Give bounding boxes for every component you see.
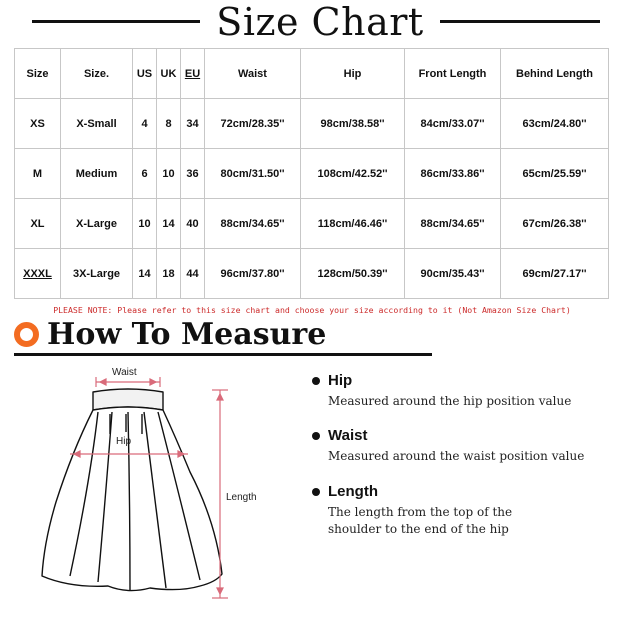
how-to-measure-rule bbox=[14, 353, 432, 356]
table-cell: 80cm/31.50'' bbox=[205, 149, 301, 199]
table-cell: 63cm/24.80'' bbox=[501, 99, 609, 149]
header-eu: EU bbox=[181, 49, 205, 99]
table-cell: 96cm/37.80'' bbox=[205, 249, 301, 299]
table-cell: 6 bbox=[133, 149, 157, 199]
table-cell: 72cm/28.35'' bbox=[205, 99, 301, 149]
bullet-icon bbox=[312, 432, 320, 440]
header-front-length: Front Length bbox=[405, 49, 501, 99]
diagram-length-label: Length bbox=[226, 492, 257, 503]
table-cell: XXXL bbox=[15, 249, 61, 299]
table-cell: 3X-Large bbox=[61, 249, 133, 299]
table-cell: 118cm/46.46'' bbox=[301, 199, 405, 249]
table-cell: M bbox=[15, 149, 61, 199]
header-hip: Hip bbox=[301, 49, 405, 99]
table-cell: 108cm/42.52'' bbox=[301, 149, 405, 199]
table-cell: 88cm/34.65'' bbox=[405, 199, 501, 249]
measure-item-hip bbox=[312, 372, 612, 410]
size-note: PLEASE NOTE: Please refer to this size chart and choose your size according to it (Not Amazon Size Chart) bbox=[53, 305, 571, 315]
title-row bbox=[0, 0, 624, 46]
table-cell: 67cm/26.38'' bbox=[501, 199, 609, 249]
table-cell: 40 bbox=[181, 199, 205, 249]
measure-description: Measured around the hip position value bbox=[328, 394, 572, 408]
table-cell: 10 bbox=[157, 149, 181, 199]
measure-term: Waist bbox=[328, 427, 368, 444]
measure-term: Length bbox=[328, 483, 378, 500]
header-behind-length: Behind Length bbox=[501, 49, 609, 99]
bullet-icon bbox=[312, 488, 320, 496]
table-cell: 90cm/35.43'' bbox=[405, 249, 501, 299]
table-cell: 36 bbox=[181, 149, 205, 199]
table-cell: 128cm/50.39'' bbox=[301, 249, 405, 299]
table-cell: X-Small bbox=[61, 99, 133, 149]
table-cell: 65cm/25.59'' bbox=[501, 149, 609, 199]
table-cell: XL bbox=[15, 199, 61, 249]
table-cell: 69cm/27.17'' bbox=[501, 249, 609, 299]
size-table bbox=[14, 48, 609, 299]
header-waist: Waist bbox=[205, 49, 301, 99]
table-cell: X-Large bbox=[61, 199, 133, 249]
table-cell: Medium bbox=[61, 149, 133, 199]
title-rule-right bbox=[440, 20, 600, 23]
measure-term: Hip bbox=[328, 372, 353, 389]
measure-item-waist bbox=[312, 427, 612, 465]
table-cell: 10 bbox=[133, 199, 157, 249]
table-row bbox=[15, 99, 609, 149]
header-size-name: Size. bbox=[61, 49, 133, 99]
table-cell: 8 bbox=[157, 99, 181, 149]
bullet-icon bbox=[312, 377, 320, 385]
table-cell: 18 bbox=[157, 249, 181, 299]
measure-description: The length from the top of the shoulder to the end of the hip bbox=[328, 505, 513, 536]
table-cell: 98cm/38.58'' bbox=[301, 99, 405, 149]
table-cell: 14 bbox=[157, 199, 181, 249]
table-header-row bbox=[15, 49, 609, 99]
table-cell: 34 bbox=[181, 99, 205, 149]
title-rule-left bbox=[32, 20, 200, 23]
table-cell: 44 bbox=[181, 249, 205, 299]
diagram-waist-label: Waist bbox=[112, 367, 137, 378]
orange-circle-icon bbox=[14, 322, 39, 347]
header-size: Size bbox=[15, 49, 61, 99]
table-cell: XS bbox=[15, 99, 61, 149]
table-cell: 86cm/33.86'' bbox=[405, 149, 501, 199]
table-cell: 84cm/33.07'' bbox=[405, 99, 501, 149]
header-uk: UK bbox=[157, 49, 181, 99]
diagram-hip-label: Hip bbox=[116, 436, 132, 447]
table-cell: 88cm/34.65'' bbox=[205, 199, 301, 249]
skirt-diagram-icon bbox=[30, 362, 280, 612]
table-cell: 4 bbox=[133, 99, 157, 149]
header-us: US bbox=[133, 49, 157, 99]
how-to-measure-title: How To Measure bbox=[47, 317, 327, 352]
measure-item-length bbox=[312, 483, 612, 538]
table-cell: 14 bbox=[133, 249, 157, 299]
page-title: Size Chart bbox=[216, 0, 424, 44]
table-row bbox=[15, 249, 609, 299]
table-row bbox=[15, 199, 609, 249]
measure-description: Measured around the waist position value bbox=[328, 449, 585, 463]
table-row bbox=[15, 149, 609, 199]
